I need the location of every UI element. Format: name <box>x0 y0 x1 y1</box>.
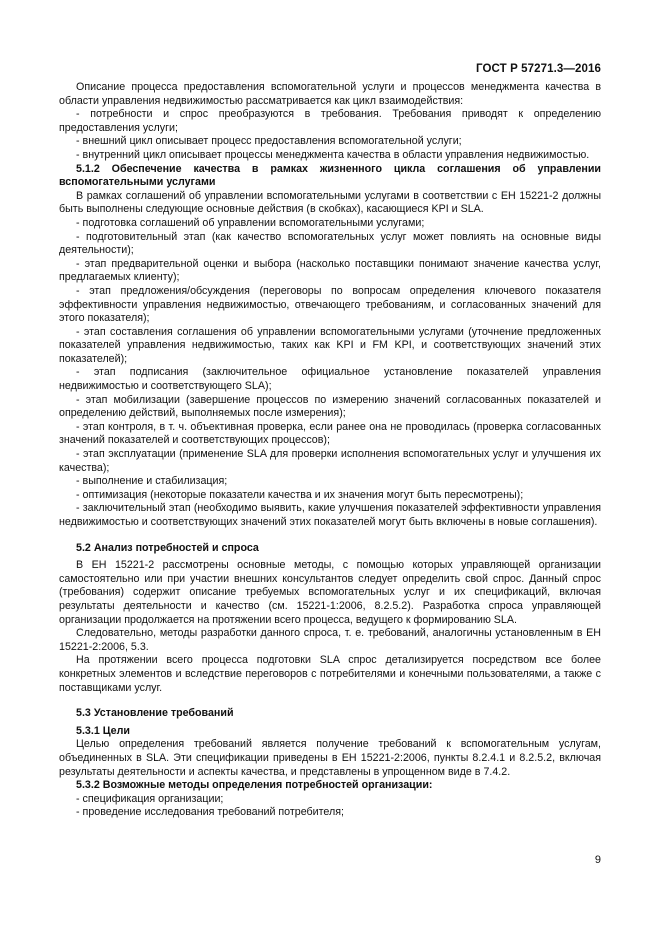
standard-code-header: ГОСТ Р 57271.3—2016 <box>476 63 601 75</box>
list-item: - этап подписания (заключительное официальное установление показателей управления недвижимостью и соответствующего SLA); <box>59 366 601 393</box>
list-item: - спецификация организации; <box>59 793 601 807</box>
section-heading-5-3-2: 5.3.2 Возможные методы определения потребностей организации: <box>76 779 433 792</box>
section-heading-5-2: 5.2 Анализ потребностей и спроса <box>76 541 259 554</box>
spacer <box>59 530 601 542</box>
page-body <box>59 81 601 820</box>
section-heading-5-3: 5.3 Установление требований <box>76 707 234 720</box>
list-item: - проведение исследования требований потребителя; <box>59 806 601 820</box>
list-item: - этап предварительной оценки и выбора (насколько поставщики понимают значение качества услуг, предлагаемых клиенту); <box>59 258 601 285</box>
list-item: - этап мобилизации (завершение процессов по измерению значений согласованных показателей и определению действий, выполняемых после измерения); <box>59 394 601 421</box>
paragraph: В рамках соглашений об управлении вспомогательными услугами в соответствии с ЕН 15221-2 должны быть выполнены следующие основные действия (в скобках), касающиеся KPI и SLA. <box>59 189 601 216</box>
list-item: - подготовка соглашений об управлении вспомогательными услугами; <box>59 217 601 231</box>
paragraph: На протяжении всего процесса подготовки SLA спрос детализируется посредством все более конкретных элементов и вследствие переговоров с потребителями и конечными пользователями, а также с поставщиками услуг. <box>59 654 601 694</box>
list-item: - этап составления соглашения об управлении вспомогательными услугами (уточнение предложенных показателей управления недвижимостью, таких как KPI и FM KPI, и соответствующих значений этих показателей); <box>59 326 601 367</box>
paragraph: В ЕН 15221-2 рассмотрены основные методы, с помощью которых управляющей организации самостоятельно или при участии внешних консультантов следует определить свой спрос. Данный спрос (требования) содержит описание требуемых вспомогательных услуг и их спецификаций, включая результаты деятельности и качество (см. 15221-1:2006, 8.2.5.2). Разработка спроса управляющей организации продолжается на протяжении всего процесса, ведущего к формированию SLA. <box>59 559 601 626</box>
page-number: 9 <box>594 854 601 866</box>
paragraph: Следовательно, методы разработки данного спроса, т. е. требований, аналогичны установленным в ЕН 15221-2:2006, 5.3. <box>59 627 601 653</box>
list-item: - потребности и спрос преобразуются в требования. Требования приводят к определению предоставления услуги; <box>59 108 601 135</box>
list-item: - внешний цикл описывает процесс предоставления вспомогательной услуги; <box>59 135 601 149</box>
list-item: - оптимизация (некоторые показатели качества и их значения могут быть пересмотрены); <box>59 489 601 503</box>
list-item: - подготовительный этап (как качество вспомогательных услуг может повлиять на основные виды деятельности); <box>59 231 601 258</box>
list-item: - этап предложения/обсуждения (переговоры по вопросам определения ключевого показателя эффективности управления недвижимостью, отвечающего требованиям, и согласованных значений для этого показателя); <box>59 285 601 326</box>
section-heading-5-3-1: 5.3.1 Цели <box>76 724 130 737</box>
list-item: - заключительный этап (необходимо выявить, какие улучшения показателей эффективности управления недвижимостью и соответствующих значений этих показателей могут быть включены в новые соглашения). <box>59 502 601 529</box>
list-item: - выполнение и стабилизация; <box>59 475 601 489</box>
intro-paragraph: Описание процесса предоставления вспомогательной услуги и процессов менеджмента качества в области управления недвижимостью рассматривается как цикл взаимодействия: <box>59 81 601 107</box>
spacer <box>59 695 601 707</box>
list-item: - внутренний цикл описывает процессы менеджмента качества в области управления недвижимостью. <box>59 149 601 163</box>
section-heading-5-1-2: 5.1.2 Обеспечение качества в рамках жизненного цикла соглашения об управлении вспомогательными услугами <box>59 162 601 189</box>
paragraph: Целью определения требований является получение требований к вспомогательным услугам, объединенных в SLA. Эти спецификации приведены в ЕН 15221-2:2006, пункты 8.2.4.1 и 8.2.5.2, включая результаты деятельности и аспекты качества, и представлены в упрощенном виде в 7.4.2. <box>59 738 601 778</box>
list-item: - этап эксплуатации (применение SLA для проверки исполнения вспомогательных услуг и улучшения их качества); <box>59 448 601 475</box>
list-item: - этап контроля, в т. ч. объективная проверка, если ранее она не проводилась (проверка согласованных значений показателей и соответствующих процессов); <box>59 421 601 448</box>
